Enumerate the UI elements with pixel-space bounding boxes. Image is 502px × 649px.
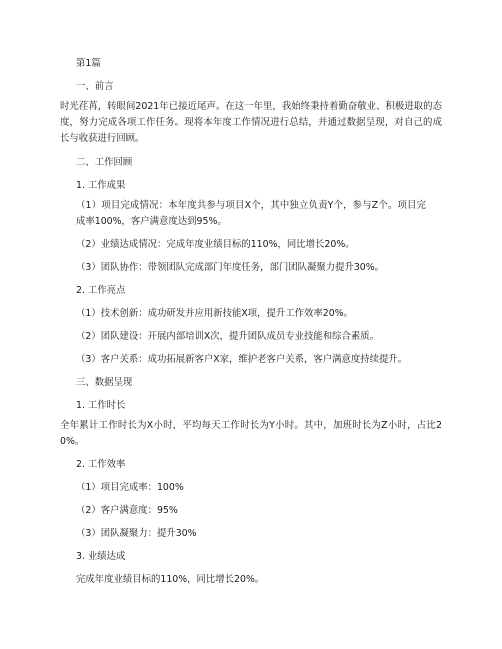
hours-paragraph: 全年累计工作时长为X小时，平均每天工作时长为Y小时。其中，加班时长为Z小时，占比20%。 [60,420,442,447]
highlights-item-2: （2）团队建设：开展内部培训X次，提升团队成员专业技能和综合素质。 [76,331,380,342]
intro-paragraph: 时光荏苒，转眼间2021年已接近尾声。在这一年里，我始终秉持着勤奋敬业、积极进取的态度，努力完成各项工作任务。现将本年度工作情况进行总结，并通过数据呈现，对自己的成长与收获进行回顾。 [60,101,442,144]
efficiency-item-3: （3）团队凝聚力：提升30% [76,528,197,539]
review-heading: 二、工作回顾 [76,157,133,168]
results-item-1: （1）项目完成情况：本年度共参与项目X个，其中独立负责Y个，参与Z个。项目完成率100%，客户满意度达到95%。 [76,200,426,227]
highlights-heading: 2. 工作亮点 [76,285,126,296]
hours-heading: 1. 工作时长 [76,400,126,411]
page-label: 第1篇 [76,58,101,69]
data-heading: 三、数据呈现 [76,377,133,388]
results-heading: 1. 工作成果 [76,180,126,191]
highlights-item-1: （1）技术创新：成功研发并应用新技能X项，提升工作效率20%。 [76,308,353,319]
performance-heading: 3. 业绩达成 [76,551,126,562]
efficiency-item-1: （1）项目完成率：100% [76,482,184,493]
results-item-2: （2）业绩达成情况：完成年度业绩目标的110%，同比增长20%。 [76,239,355,250]
efficiency-item-2: （2）客户满意度：95% [76,505,178,516]
performance-paragraph: 完成年度业绩目标的110%，同比增长20%。 [76,574,265,585]
intro-heading: 一、前言 [76,81,114,92]
efficiency-heading: 2. 工作效率 [76,459,126,470]
results-item-3: （3）团队协作：带领团队完成部门年度任务，部门团队凝聚力提升30%。 [76,262,385,273]
highlights-item-3: （3）客户关系：成功拓展新客户X家，维护老客户关系，客户满意度持续提升。 [76,354,408,365]
